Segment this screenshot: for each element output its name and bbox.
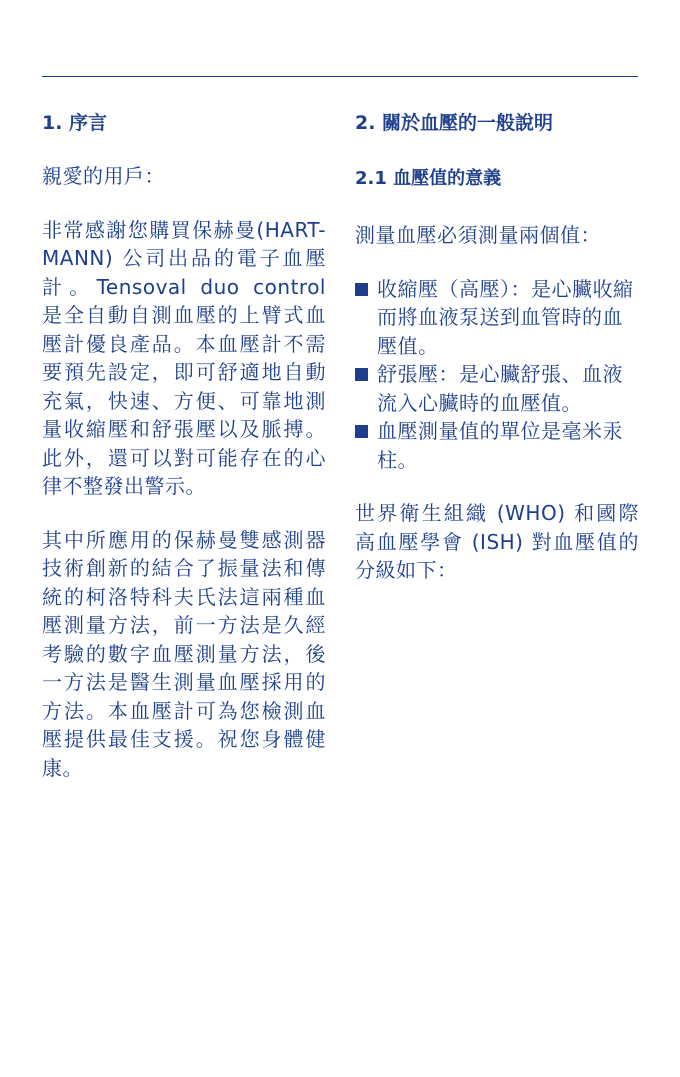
- left-column: [42, 106, 326, 782]
- list-item: [355, 360, 639, 417]
- square-bullet-icon: [355, 283, 368, 296]
- list-item-text: 收縮壓（高壓）：是心臟收縮而將血液泵送到血管時的血壓值。: [377, 276, 634, 358]
- square-bullet-icon: [355, 368, 368, 381]
- greeting: 親愛的用戶：: [42, 164, 165, 188]
- section-2-title: 2. 關於血壓的一般說明: [355, 112, 554, 134]
- top-rule: [42, 76, 638, 77]
- square-bullet-icon: [355, 425, 368, 438]
- technology-paragraph: 其中所應用的保赫曼雙感測器技術創新的結合了振量法和傳統的柯洛特科夫氏法這兩種血壓測量方法，前一方法是久經考驗的數字血壓測量方法，後一方法是醫生測量血壓採用的方法。本血壓計可為您檢測血壓提供最佳支援。祝您身體健康。: [42, 527, 326, 780]
- bp-definition-list: [355, 275, 639, 475]
- intro-paragraph: 非常感謝您購買保赫曼(HART-MANN) 公司出品的電子血壓計。Tensoval duo control 是全自動自測血壓的上臂式血壓計優良產品。本血壓計不需要預先設定，即可舒適地自動充氣，快速、方便、可靠地測量收縮壓和舒張壓以及脈搏。此外，還可以對可能存在的心律不整發出警示。: [42, 217, 326, 498]
- list-item-text: 舒張壓：是心臟舒張、血液流入心臟時的血壓值。: [377, 362, 623, 415]
- list-item: [355, 275, 639, 361]
- section-2-1-title: 2.1 血壓值的意義: [355, 168, 502, 189]
- measurement-intro: 測量血壓必須測量兩個值：: [355, 223, 601, 247]
- list-item-text: 血壓測量值的單位是毫米汞柱。: [377, 419, 623, 472]
- classification-intro: 世界衛生組織 (WHO) 和國際高血壓學會 (ISH) 對血壓值的分級如下：: [355, 501, 639, 582]
- right-column: [355, 106, 639, 585]
- section-1-title: 1. 序言: [42, 112, 108, 134]
- list-item: [355, 417, 639, 474]
